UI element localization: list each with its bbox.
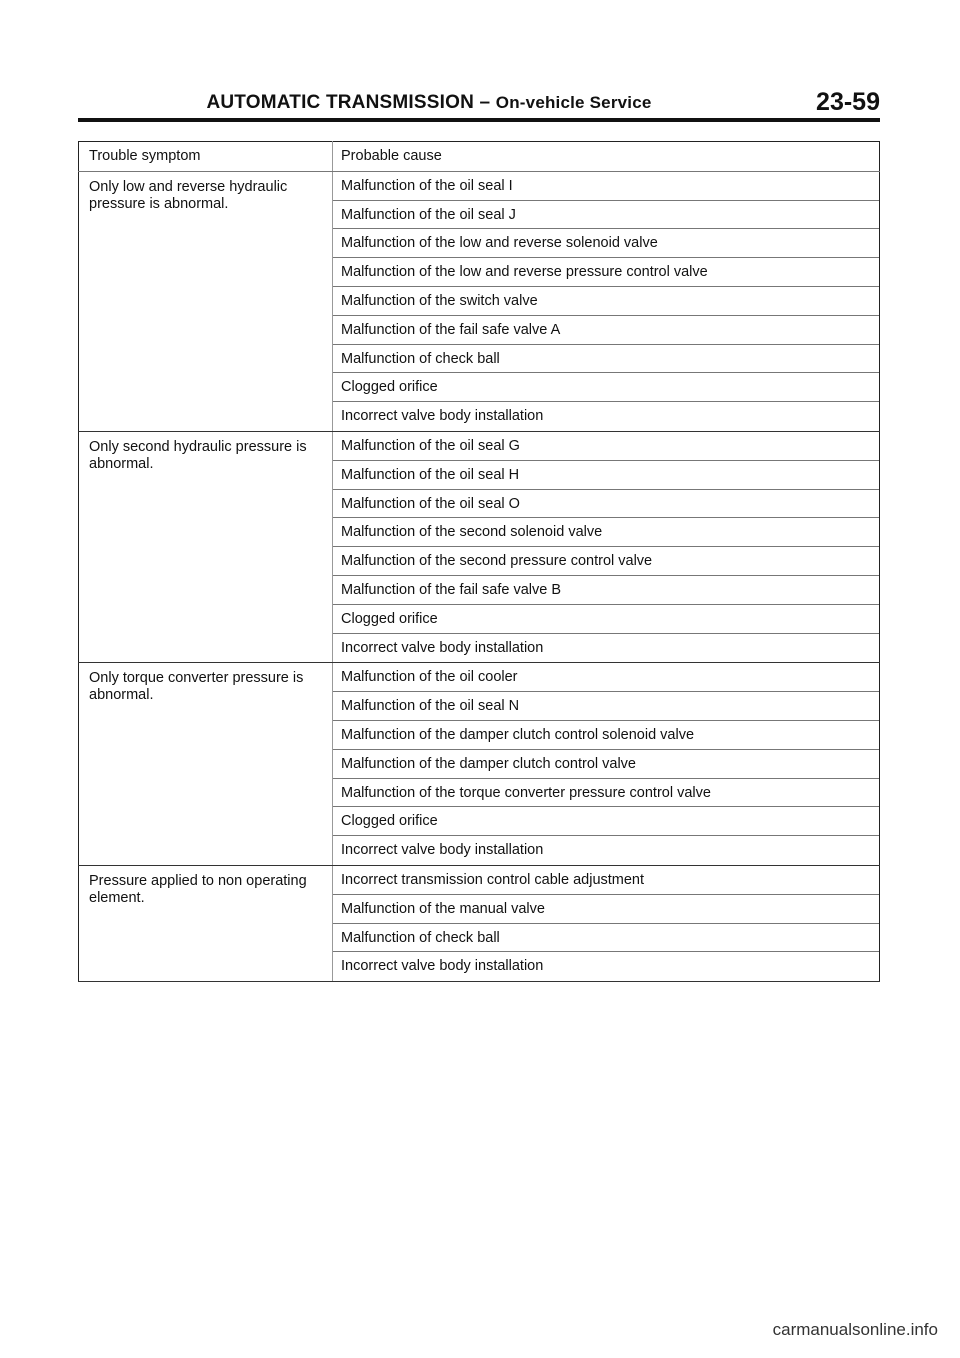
title-dash: – — [479, 92, 491, 113]
table-row — [79, 865, 880, 981]
symptom-cell — [79, 865, 333, 981]
symptom-cell — [79, 171, 333, 431]
table-header-row — [79, 142, 880, 172]
cause-item: Malfunction of the manual valve — [333, 895, 879, 924]
cause-item: Malfunction of the low and reverse solenoid valve — [333, 229, 879, 258]
cause-item: Clogged orifice — [333, 373, 879, 402]
cause-item: Malfunction of the oil seal G — [333, 432, 879, 461]
header-rule — [78, 118, 880, 122]
cause-item: Incorrect valve body installation — [341, 842, 544, 859]
header-cause — [333, 142, 880, 172]
cause-item: Malfunction of the oil seal N — [333, 692, 879, 721]
cause-item: Malfunction of the oil seal H — [333, 461, 879, 490]
cause-item: Malfunction of the low and reverse pressure control valve — [333, 258, 879, 287]
cause-item: Incorrect transmission control cable adjustment — [333, 866, 879, 895]
cause-item: Clogged orifice — [333, 605, 879, 634]
cause-item: Malfunction of check ball — [333, 345, 879, 374]
cause-item: Malfunction of the oil seal J — [333, 201, 879, 230]
cause-item: Incorrect valve body installation — [341, 408, 544, 425]
cause-item: Malfunction of the switch valve — [333, 287, 879, 316]
cause-cell — [333, 171, 880, 431]
watermark: carmanualsonline.info — [772, 1320, 938, 1339]
cause-item: Malfunction of check ball — [333, 924, 879, 953]
cause-item: Malfunction of the oil seal I — [333, 172, 879, 201]
cause-item: Malfunction of the oil seal O — [333, 490, 879, 519]
table-row — [79, 431, 880, 662]
page-number: 23-59 — [816, 88, 880, 116]
cause-item: Malfunction of the damper clutch control solenoid valve — [333, 721, 879, 750]
section-title: AUTOMATIC TRANSMISSION — [206, 92, 475, 113]
trouble-table — [78, 141, 880, 982]
header-symptom — [79, 142, 333, 172]
cause-item: Malfunction of the second solenoid valve — [333, 518, 879, 547]
cause-item: Malfunction of the fail safe valve A — [333, 316, 879, 345]
cause-item: Malfunction of the oil cooler — [333, 663, 879, 692]
header-cause-label: Probable cause — [341, 148, 442, 164]
cause-item: Clogged orifice — [333, 807, 879, 836]
table-body — [79, 142, 880, 982]
page-title — [78, 92, 780, 114]
page-header — [78, 86, 880, 122]
cause-item: Malfunction of the fail safe valve B — [333, 576, 879, 605]
symptom-text: Only second hydraulic pressure is abnormal. — [89, 438, 307, 472]
cause-cell — [333, 663, 880, 866]
cause-item: Malfunction of the second pressure control valve — [333, 547, 879, 576]
symptom-cell — [79, 663, 333, 866]
cause-item: Incorrect valve body installation — [341, 639, 544, 656]
section-subtitle: On-vehicle Service — [495, 93, 652, 112]
cause-item: Incorrect valve body installation — [341, 958, 544, 975]
cause-item: Malfunction of the torque converter pressure control valve — [333, 779, 879, 808]
symptom-text: Only low and reverse hydraulic pressure is abnormal. — [89, 178, 288, 212]
table-row — [79, 663, 880, 866]
cause-cell — [333, 865, 880, 981]
table-row — [79, 171, 880, 431]
symptom-text: Only torque converter pressure is abnormal. — [89, 670, 304, 704]
header-symptom-label: Trouble symptom — [89, 148, 201, 164]
cause-cell — [333, 431, 880, 662]
symptom-cell — [79, 431, 333, 662]
cause-item: Malfunction of the damper clutch control valve — [333, 750, 879, 779]
symptom-text: Pressure applied to non operating element. — [89, 872, 307, 906]
